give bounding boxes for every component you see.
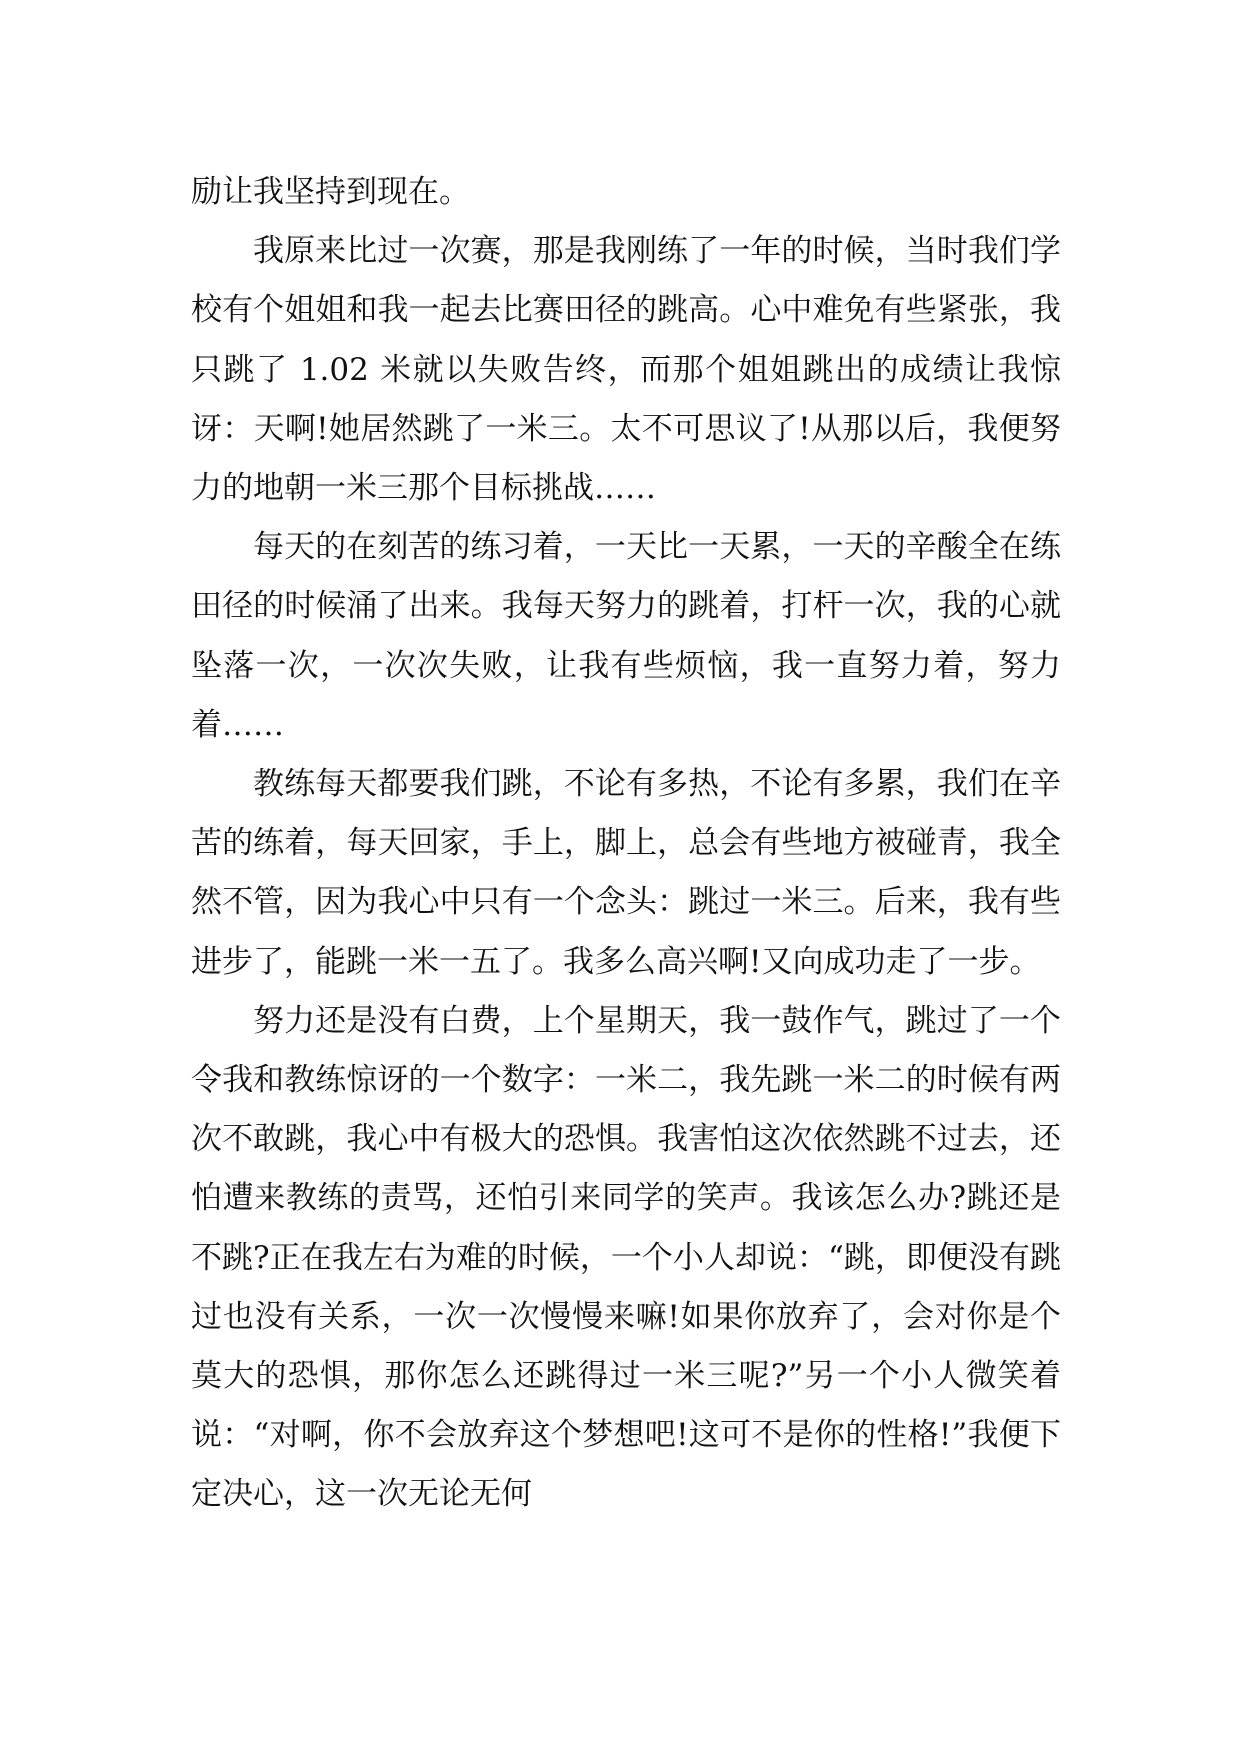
- paragraph-daily-practice: 每天的在刻苦的练习着，一天比一天累，一天的辛酸全在练田径的时候涌了出来。我每天努力的跳着，打杆一次，我的心就坠落一次，一次次失败，让我有些烦恼，我一直努力着，努力着……: [191, 529, 1061, 743]
- paragraph-first-competition: 我原来比过一次赛，那是我刚练了一年的时候，当时我们学校有个姐姐和我一起去比赛田径的跳高。心中难免有些紧张，我只跳了 1.02 米就以失败告终，而那个姐姐跳出的成绩让我惊讶：天啊!她居然跳了一米三。太不可思议了!从那以后，我便努力的地朝一米三那个目标挑战……: [191, 233, 1061, 507]
- paragraph-coach-training: 教练每天都要我们跳，不论有多热，不论有多累，我们在辛苦的练着，每天回家，手上，脚上，总会有些地方被碰青，我全然不管，因为我心中只有一个念头：跳过一米三。后来，我有些进步了，能跳一米一五了。我多么高兴啊!又向成功走了一步。: [191, 766, 1061, 980]
- paragraph-breakthrough: 努力还是没有白费，上个星期天，我一鼓作气，跳过了一个令我和教练惊讶的一个数字：一米二，我先跳一米二的时候有两次不敢跳，我心中有极大的恐惧。我害怕这次依然跳不过去，还怕遭来教练的责骂，还怕引来同学的笑声。我该怎么办?跳还是不跳?正在我左右为难的时候，一个小人却说：“跳，即便没有跳过也没有关系，一次一次慢慢来嘛!如果你放弃了，会对你是个莫大的恐惧，那你怎么还跳得过一米三呢?”另一个小人微笑着说：“对啊，你不会放弃这个梦想吧!这可不是你的性格!”我便下定决心，这一次无论无何: [191, 1002, 1061, 1513]
- document-body: [191, 163, 1061, 1525]
- paragraph-continued: 励让我坚持到现在。: [191, 174, 470, 210]
